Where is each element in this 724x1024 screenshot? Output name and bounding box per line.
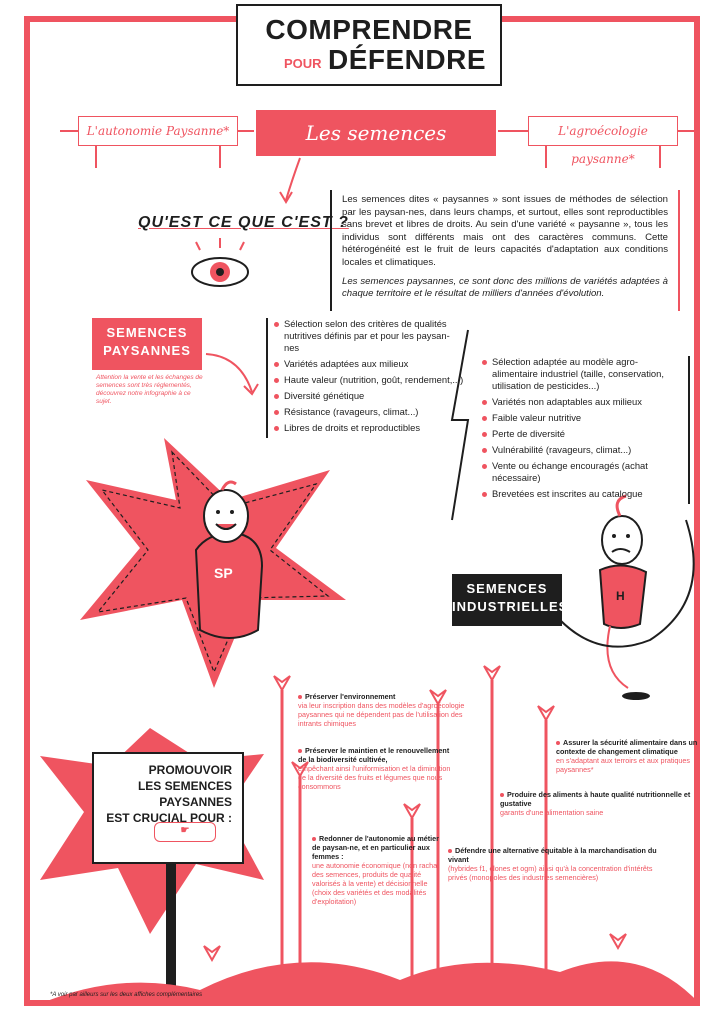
industrial-mascot-letter: H bbox=[616, 589, 625, 603]
list-item: Variétés adaptées aux milieux bbox=[274, 358, 464, 370]
title-line1: COMPRENDRE bbox=[265, 14, 473, 45]
benefit-biodiversity: Préserver le maintien et le renouvellement de la biodiversité cultivée, empêchant ainsi l'uniformisation et la diminution de la diversité des fruits et légumes que nous consommons bbox=[298, 746, 451, 791]
list-item: Vulnérabilité (ravageurs, climat...) bbox=[482, 444, 682, 456]
industrielles-list bbox=[482, 356, 690, 504]
benefit-equitable: Défendre une alternative équitable à la marchandisation du vivant (hybrides f1, clones et ogm) ainsi qu'à la concentration d'intérêts privés (monopoles des industries semencières) bbox=[448, 846, 657, 882]
intro-text bbox=[330, 190, 680, 311]
paysannes-list bbox=[266, 318, 464, 438]
promote-sign: PROMOUVOIR LES SEMENCES PAYSANNES EST CRUCIAL POUR : ☛ bbox=[92, 752, 244, 864]
list-item: Libres de droits et reproductibles bbox=[274, 422, 464, 434]
list-item: Vente ou échange encouragés (achat nécessaire) bbox=[482, 460, 682, 484]
list-item: Diversité génétique bbox=[274, 390, 464, 402]
title-box bbox=[236, 4, 502, 86]
benefit-autonomy: Redonner de l'autonomie au métier de paysan-ne, et en particulier aux femmes : une autonomie économique (non rachat des semences, produits de qualité valorisés à la vente) et décisionnelle (choix des variétés et des modalités d'exploitation) bbox=[312, 834, 440, 906]
eye-icon bbox=[192, 238, 248, 286]
list-item: Sélection selon des critères de qualités nutritives définis par et pour les paysan-nes bbox=[274, 318, 464, 354]
semences-paysannes-label: SEMENCES PAYSANNES bbox=[92, 318, 202, 370]
list-item: Perte de diversité bbox=[482, 428, 682, 440]
list-item: Sélection adaptée au modèle agro-alimentaire industriel (taille, conservation, utilisation de pesticides...) bbox=[482, 356, 682, 392]
sign-agroecologie: L'agroécologie paysanne* bbox=[528, 116, 678, 146]
title-pour: POUR bbox=[284, 56, 322, 71]
benefit-environment: Préserver l'environnement via leur inscription dans des modèles d'agroécologie paysannes qui ne dépendent pas de l'utilisation des intrants chimiques bbox=[298, 692, 465, 728]
arrow-to-question bbox=[286, 158, 300, 200]
pointing-hand-icon: ☛ bbox=[154, 822, 216, 842]
title-line2: DÉFENDRE bbox=[328, 44, 487, 75]
sp-mascot-letters: SP bbox=[214, 565, 233, 581]
benefit-food-security: Assurer la sécurité alimentaire dans un contexte de changement climatique en s'adaptant aux terroirs et aux pratiques paysannes* bbox=[556, 738, 698, 774]
sign-semences-paysannes: Les semences paysannes bbox=[256, 110, 496, 156]
intro-paragraph-2: Les semences paysannes, ce sont donc des millions de variétés adaptées à chaque territoire et le résultat de milliers d'années d'évolution. bbox=[342, 275, 668, 300]
list-item: Variétés non adaptables aux milieux bbox=[482, 396, 682, 408]
intro-paragraph-1: Les semences dites « paysannes » sont issues de méthodes de sélection par les paysan-nes, dans leurs champs, et surtout, elles sont reproductibles sans brevet et libres de droits. Au sein d'une variété « paysanne », tous les individus sont différents mais ont des caractères communs. Cette hétérogénéité est le fruit de leurs capacités d'adaptation aux conditions locales et climatiques. bbox=[342, 194, 668, 268]
question-title: QU'EST CE QUE C'EST ? bbox=[138, 214, 349, 231]
sign-autonomie: L'autonomie Paysanne* bbox=[78, 116, 238, 146]
regulation-note: Attention la vente et les échanges de semences sont très réglementés, découvrez notre infographie à ce sujet. bbox=[96, 374, 203, 405]
semences-industrielles-label: SEMENCES INDUSTRIELLES bbox=[452, 574, 562, 626]
list-item: Brevetées est inscrites au catalogue bbox=[482, 488, 682, 500]
industrial-mascot bbox=[600, 496, 650, 700]
benefit-quality: Produire des aliments à haute qualité nutritionnelle et gustative garants d'une alimentation saine bbox=[500, 790, 691, 817]
list-item: Faible valeur nutritive bbox=[482, 412, 682, 424]
list-item: Haute valeur (nutrition, goût, rendement,...) bbox=[274, 374, 464, 386]
footnote: *A voir par ailleurs sur les deux affiches complémentaires bbox=[50, 992, 203, 998]
list-item: Résistance (ravageurs, climat...) bbox=[274, 406, 464, 418]
